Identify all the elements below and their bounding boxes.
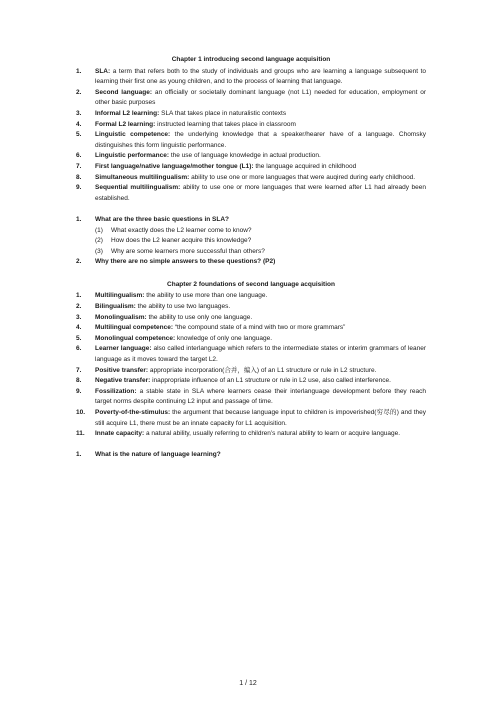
term: Simultaneous multilingualism: — [95, 173, 190, 181]
term: Formal L2 learning: — [95, 120, 156, 128]
item-number: 8. — [76, 377, 82, 385]
definition-item — [76, 302, 426, 313]
definition-item — [76, 376, 426, 387]
definition-item — [76, 120, 426, 131]
definition-body — [95, 376, 426, 387]
item-number: 1. — [76, 67, 82, 75]
definition-body — [95, 109, 426, 120]
term: Bilingualism: — [95, 303, 136, 311]
term: Fossilization: — [95, 387, 137, 395]
definition-text: SLA that takes place in naturalistic contexts — [159, 109, 287, 117]
item-number: 4. — [76, 324, 82, 332]
term: Positive transfer: — [95, 366, 149, 374]
sub-question-item — [76, 236, 426, 247]
definition-text: an officially or societally dominant language (not L1) needed for education, employment or other basic purposes — [95, 88, 426, 107]
definition-text: a natural ability, usually referring to children’s natural ability to learn or acquire language. — [144, 430, 401, 438]
term: Informal L2 learning: — [95, 109, 160, 117]
definition-text: “the compound state of a mind with two or more grammars” — [173, 324, 346, 332]
term: Innate capacity: — [95, 430, 145, 438]
item-number: 7. — [76, 366, 82, 374]
definition-text: a term that refers both to the study of individuals and groups who are learning a language subsequent to learning their first one as young children, and to the process of learning that language. — [95, 67, 426, 86]
definition-text: the underlying knowledge that a speaker/hearer have of a language. Chomsky distinguishes this form linguistic performance. — [95, 131, 426, 149]
question-text: What are the three basic questions in SLA? — [95, 215, 229, 223]
definition-item — [76, 67, 426, 88]
definition-item — [76, 323, 426, 334]
chapter-2-title: Chapter 2 foundations of second language acquisition — [167, 280, 335, 288]
question-number: 1. — [76, 451, 82, 459]
definition-text: ability to use one or more languages that were learned after L1 had already been established. — [95, 184, 427, 202]
question-text: Why there are no simple answers to these questions? (P2) — [95, 258, 276, 266]
definition-body — [95, 429, 426, 440]
term: Learner language: — [95, 345, 152, 353]
definition-body — [95, 344, 426, 365]
term: Negative transfer: — [95, 377, 151, 385]
term: Linguistic competence: — [95, 131, 171, 139]
definition-item — [76, 173, 426, 184]
item-number: 3. — [76, 109, 82, 117]
definition-item — [76, 88, 426, 109]
definition-text: the ability to use two languages. — [135, 303, 231, 311]
term: Monolingual competence: — [95, 334, 176, 342]
spacer — [76, 204, 426, 215]
question-item — [76, 450, 426, 461]
sub-question-number: (3) — [95, 247, 103, 255]
sub-question-group — [76, 226, 426, 258]
definition-body — [95, 120, 426, 131]
chapter-2-definitions — [76, 291, 426, 439]
item-number: 6. — [76, 345, 82, 353]
definition-item — [76, 429, 426, 440]
definition-body — [95, 173, 426, 184]
item-number: 5. — [76, 334, 82, 342]
question-number: 1. — [76, 215, 82, 223]
definition-text: knowledge of only one language. — [175, 334, 273, 342]
definition-item — [76, 366, 426, 377]
definition-text: ability to use one or more languages that were auqired during early childhood. — [189, 173, 416, 181]
spacer — [76, 440, 426, 451]
item-number: 1. — [76, 292, 82, 300]
sub-question-list — [76, 226, 426, 258]
item-number: 11. — [76, 430, 85, 438]
chapter-1-title: Chapter 1 introducing second language acquisition — [171, 56, 331, 63]
definition-item — [76, 334, 426, 345]
question-item — [76, 215, 426, 226]
term: First language/native language/mother tongue (L1): — [95, 162, 254, 170]
definition-item — [76, 183, 426, 204]
definition-body — [95, 366, 426, 377]
term: Poverty-of-the-stimulus: — [95, 409, 171, 416]
sub-question-text: Why are some learners more successful than others? — [111, 247, 265, 255]
term: SLA: — [95, 67, 111, 75]
definition-text: the language acquired in childhood — [253, 162, 357, 170]
sub-question-number: (2) — [95, 237, 103, 245]
sub-question-item — [76, 247, 426, 258]
definition-item — [76, 130, 426, 151]
definition-body — [95, 302, 426, 313]
definition-item — [76, 344, 426, 365]
definition-body — [95, 88, 426, 109]
definition-item — [76, 109, 426, 120]
definition-body — [95, 183, 426, 204]
term: Multilingualism: — [95, 292, 145, 300]
item-number: 9. — [76, 184, 82, 192]
item-number: 2. — [76, 303, 82, 311]
chapter-1-questions — [76, 215, 426, 268]
definition-text: appropriate incorporation(合并，编入) of an L1 structure or rule in L2 structure. — [148, 366, 377, 374]
definition-text: the use of language knowledge in actual production. — [169, 152, 321, 160]
definition-text: a stable state in SLA where learners cease their interlanguage development before they reach target norms despite continuing L2 input and passage of time. — [95, 387, 426, 406]
question-number: 2. — [76, 258, 82, 266]
definition-item — [76, 291, 426, 302]
sub-question-item — [76, 226, 426, 237]
page-number: 1 / 12 — [239, 680, 257, 687]
page-content — [76, 55, 426, 461]
definition-body — [95, 151, 426, 162]
term: Linguistic performance: — [95, 152, 170, 160]
definition-text: the ability to use only one language. — [146, 313, 253, 321]
sub-question-number: (1) — [95, 226, 103, 234]
item-number: 7. — [76, 162, 82, 170]
definition-body — [95, 67, 426, 88]
definition-body — [95, 291, 426, 302]
question-item — [76, 257, 426, 268]
definition-text: inappropriate influence of an L1 structure or rule in L2 use, also called interference. — [150, 377, 391, 385]
definition-body — [95, 162, 426, 173]
item-number: 2. — [76, 88, 82, 96]
definition-text: the argument that because language input to children is impoverished(穷尽的) and they still acquire L1, there must be an innate capacity for L1 acquisition. — [95, 409, 426, 427]
definition-body — [95, 408, 426, 429]
item-number: 9. — [76, 387, 82, 395]
sub-question-text: What exactly does the L2 learner come to know? — [111, 226, 252, 234]
sub-question-text: How does the L2 leaner acquire this knowledge? — [111, 237, 252, 245]
definition-item — [76, 151, 426, 162]
item-number: 8. — [76, 173, 82, 181]
question-text: What is the nature of language learning? — [95, 451, 221, 459]
definition-body — [95, 323, 426, 334]
definition-text: instructed learning that takes place in classroom — [155, 120, 296, 128]
definition-body — [95, 313, 426, 324]
item-number: 3. — [76, 313, 82, 321]
chapter-1-definitions — [76, 67, 426, 205]
definition-item — [76, 408, 426, 429]
definition-text: also called interlanguage which refers to the intermediate states or interim grammars of leaner language as it moves toward the target L2. — [95, 345, 426, 364]
item-number: 5. — [76, 131, 82, 139]
term: Second language: — [95, 88, 152, 96]
chapter-2-questions — [76, 450, 426, 461]
definition-item — [76, 162, 426, 173]
term: Multilingual competence: — [95, 324, 174, 332]
term: Sequential multilingualism: — [95, 184, 181, 192]
definition-body — [95, 334, 426, 345]
definition-item — [76, 313, 426, 324]
definition-body — [95, 387, 426, 408]
definition-body — [95, 130, 426, 151]
item-number: 6. — [76, 152, 82, 160]
item-number: 10. — [76, 409, 86, 416]
definition-item — [76, 387, 426, 408]
term: Monolingualism: — [95, 313, 147, 321]
definition-text: the ability to use more than one language. — [144, 292, 268, 300]
item-number: 4. — [76, 120, 82, 128]
